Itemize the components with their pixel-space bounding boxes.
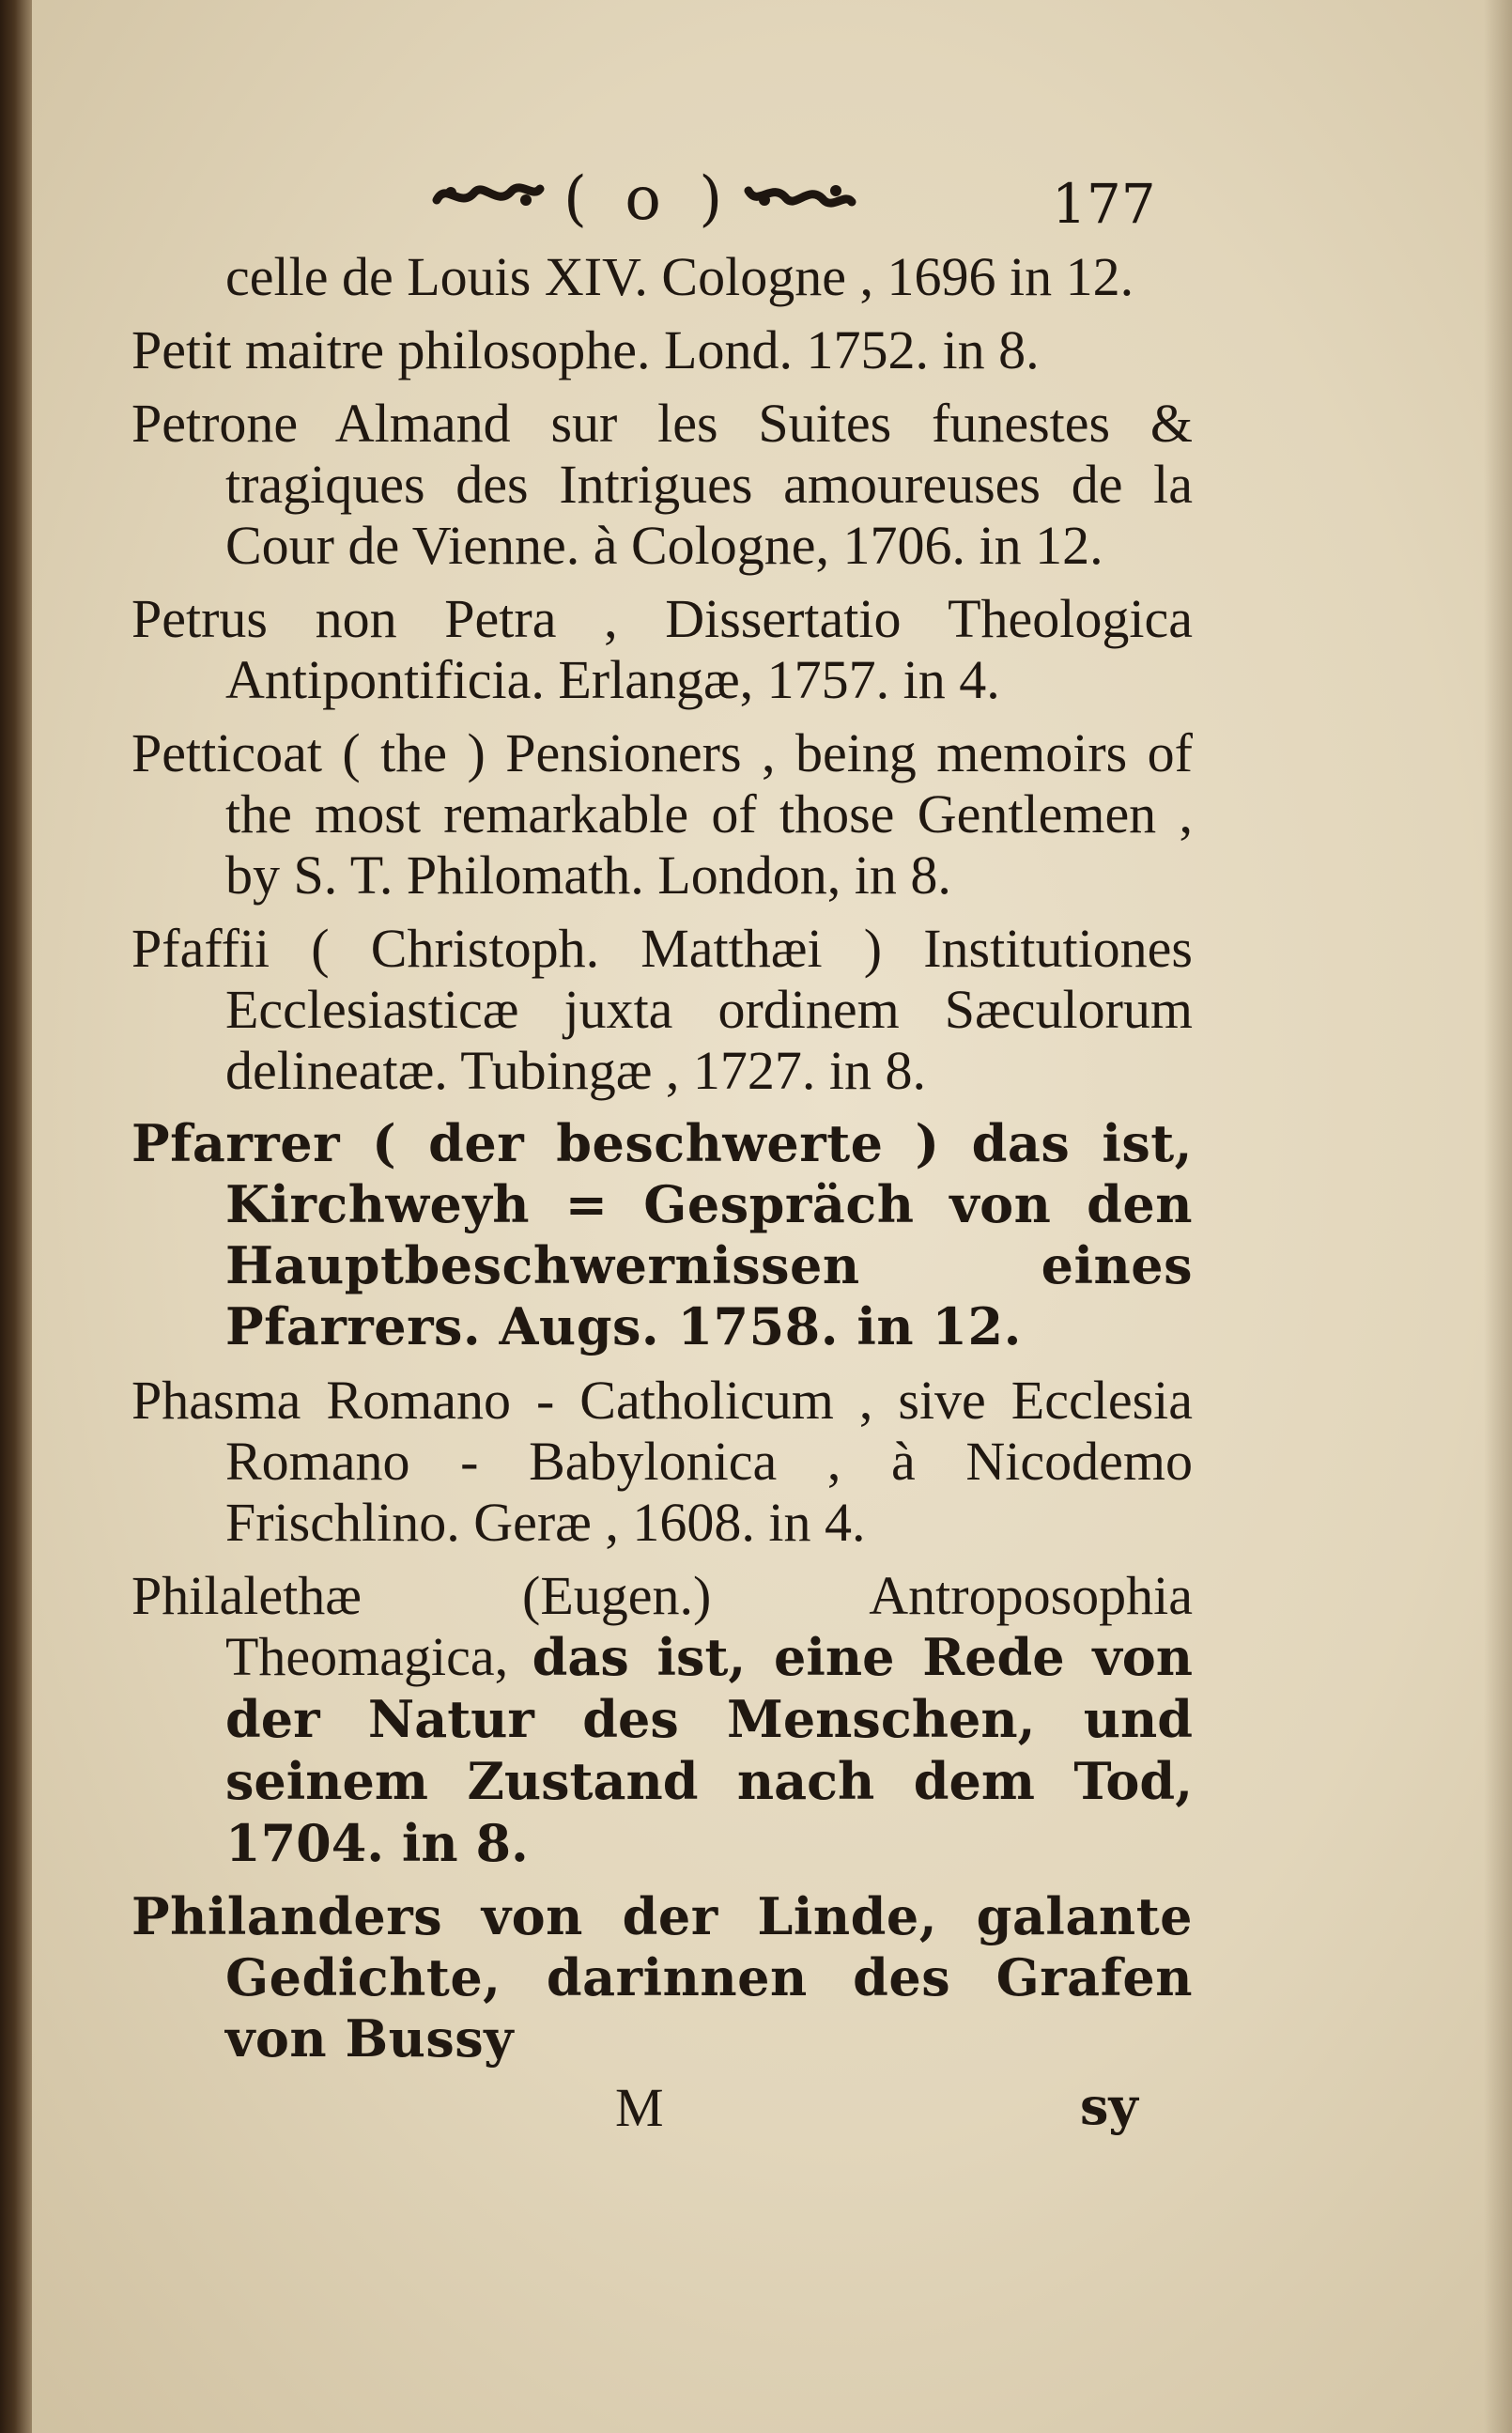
left-ornament-icon [432,172,545,219]
catalog-entry: Pfaffii ( Christoph. Matthæi ) Institutiones Ecclesiasticæ juxta ordinem Sæculorum delineatæ. Tubingæ , 1727. in 8. [131,918,1193,1101]
signature-mark: ( o ) [563,164,733,234]
catchword: sy [1080,2076,1138,2136]
binding-gutter [0,0,32,2433]
catalog-entry-mixed [131,1565,1193,1874]
catalog-entry: Petrone Almand sur les Suites funestes & tragiques des Intrigues amoureuses de la Cour de Vienne. à Cologne, 1706. in 12. [131,393,1193,576]
page-edge-shadow [1484,0,1512,2433]
catalog-entry: Phasma Romano - Catholicum , sive Ecclesia Romano - Babylonica , à Nicodemo Frischlino. Geræ , 1608. in 4. [131,1370,1193,1553]
catalog-entry: Petrus non Petra , Dissertatio Theologica Antipontificia. Erlangæ, 1757. in 4. [131,588,1193,710]
catalog-entry-fraktur: Pfarrer ( der beschwerte ) das ist, Kirchweyh = Gespräch von den Hauptbeschwernissen eines Pfarrers. Augs. 1758. in 12. [131,1113,1193,1356]
right-ornament-icon [744,172,856,219]
catchline [0,2076,1512,2151]
entry-fraktur-part: das ist, eine Rede von der Natur des Menschen, und seinem Zustand nach dem Tod, 1704. in 8. [225,1627,1194,1873]
entry-continuation: celle de Louis XIV. Cologne , 1696 in 12. [225,246,1134,307]
catalog-entry-fraktur: Philanders von der Linde, galante Gedichte, darinnen des Grafen von Bussy [131,1886,1193,2069]
catalog-entry: Petticoat ( the ) Pensioners , being memoirs of the most remarkable of those Gentlemen , by S. T. Philomath. London, in 8. [131,722,1193,906]
running-head [0,164,1512,249]
entry-latin-part: Philalethæ (Eugen.) Antroposophia Theomagica, [131,1565,1193,1687]
catalog-entries [131,246,1193,2082]
catalog-entry: Petit maitre philosophe. Lond. 1752. in 8. [131,319,1040,380]
page-number: 177 [1052,172,1156,236]
gathering-signature: M [615,2077,664,2138]
